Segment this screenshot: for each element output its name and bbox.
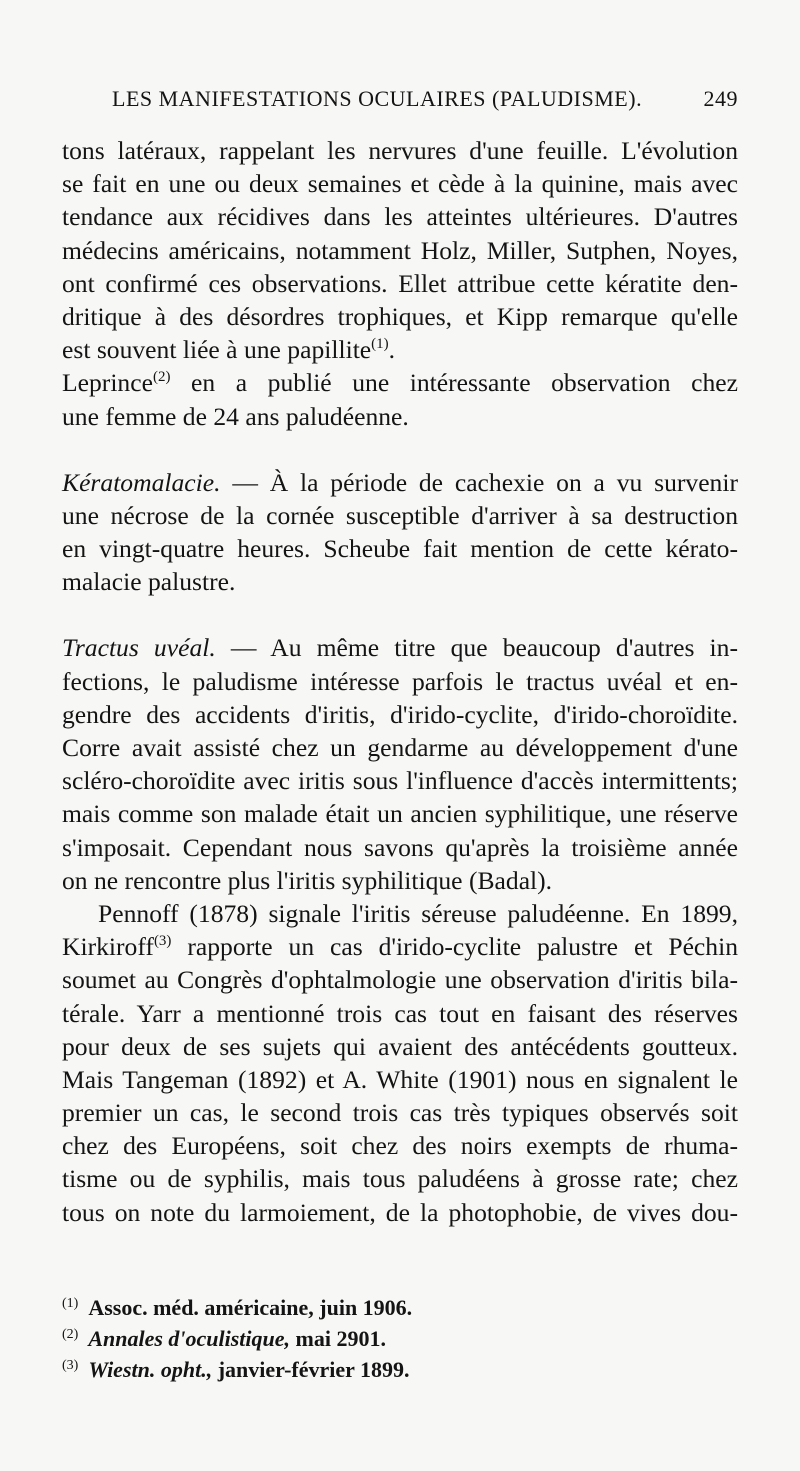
text-line — [62, 366, 738, 399]
section-heading-line — [62, 631, 738, 664]
footnote-text: janvier-février 1899. — [212, 1357, 410, 1382]
running-title: LES MANIFESTATIONS OCULAIRES (PALUDISME). — [112, 86, 643, 111]
text-fragment: en a publié une intéressante observation chez — [170, 368, 738, 398]
text-line: Mais Tangeman (1892) et A. White (1901) nous en signalent le — [62, 1064, 738, 1094]
footnote-reference: (3) — [153, 933, 172, 950]
footnote-text: Assoc. méd. américaine, juin 1906. — [88, 1295, 413, 1320]
text-line: fections, le paludisme intéresse parfois le tractus uvéal et en- — [62, 666, 738, 696]
footnote-mark: (1) — [62, 1296, 79, 1311]
page-number: 249 — [703, 86, 738, 111]
section-title-tractus-uveal: Tractus uvéal. — [62, 633, 216, 663]
section-heading-line — [62, 466, 738, 499]
text-line: tendance aux récidives dans les atteintes ultérieures. D'autres — [62, 202, 738, 232]
text-line: se fait en une ou deux semaines et cède à la quinine, mais avec — [62, 169, 738, 199]
text-line: gendre des accidents d'iritis, d'irido-cyclite, d'irido-choroïdite. — [62, 699, 738, 729]
text-line: térale. Yarr a mentionné trois cas tout en faisant des réserves — [62, 998, 738, 1028]
text-line: une nécrose de la cornée susceptible d'arriver à sa destruction — [62, 500, 738, 530]
text-line: une femme de 24 ans paludéenne. — [62, 401, 409, 431]
text-line: soumet au Congrès d'ophtalmologie une observation d'iritis bila- — [62, 965, 738, 995]
text-line: dritique à des désordres trophiques, et Kipp remarque qu'elle — [62, 301, 738, 331]
text-line: chez des Européens, soit chez des noirs exempts de rhuma- — [62, 1131, 738, 1161]
text-line: pour deux de ses sujets qui avaient des antécédents goutteux. — [62, 1031, 738, 1061]
text-line: premier un cas, le second trois cas très typiques observés soit — [62, 1098, 738, 1128]
footnote — [62, 1288, 738, 1319]
text-fragment: Leprince — [62, 368, 153, 398]
footnote-mark: (2) — [62, 1327, 79, 1342]
footnote-mark: (3) — [62, 1358, 79, 1373]
text-fragment: — À la période de cachexie on a vu survenir — [220, 467, 738, 497]
text-line: s'imposait. Cependant nous savons qu'après la troisième année — [62, 832, 738, 862]
footnote — [62, 1350, 738, 1381]
text-line: scléro-choroïdite avec iritis sous l'influence d'accès intermittents; — [62, 766, 738, 796]
text-line: tous on note du larmoiement, de la photophobie, de vives dou- — [62, 1197, 738, 1227]
footnote — [62, 1319, 738, 1350]
text-fragment: rapporte un cas d'irido-cyclite palustre et Péchin — [171, 932, 738, 962]
text-line — [62, 333, 738, 366]
text-line: en vingt-quatre heures. Scheube fait mention de cette kérato- — [62, 534, 738, 564]
text-line: ont confirmé ces observations. Ellet attribue cette kératite den- — [62, 268, 738, 298]
text-fragment: — Au même titre que beaucoup d'autres in- — [215, 633, 738, 663]
footnote-source-title: Annales d'oculistique, — [88, 1326, 291, 1351]
text-line: tons latéraux, rappelant les nervures d'une feuille. L'évolution — [62, 136, 738, 165]
text-line: tisme ou de syphilis, mais tous paludéens à grosse rate; chez — [62, 1164, 738, 1194]
text-line: Pennoff (1878) signale l'iritis séreuse paludéenne. En 1899, — [98, 898, 738, 928]
text-line: Corre avait assisté chez un gendarme au développement d'une — [62, 733, 738, 762]
text-fragment: Kirkiroff — [62, 932, 154, 962]
footnote-reference: (1) — [371, 336, 389, 353]
footnotes — [62, 1288, 738, 1381]
running-head — [62, 86, 738, 116]
text-fragment: est souvent liée à une papillite — [62, 335, 372, 365]
footnote-text: mai 2901. — [290, 1326, 386, 1351]
footnote-source-title: Wiestn. opht., — [88, 1357, 213, 1382]
text-line — [62, 930, 738, 963]
text-line: mais comme son malade était un ancien syphilitique, une réserve — [62, 799, 738, 829]
footnote-reference: (2) — [152, 369, 171, 386]
text-line: on ne rencontre plus l'iritis syphilitique (Badal). — [62, 865, 553, 895]
text-line: malacie palustre. — [62, 567, 236, 597]
section-title-keratomalacie: Kératomalacie. — [62, 467, 221, 497]
section-gap — [62, 433, 738, 466]
text-fragment: . — [388, 335, 396, 365]
text-line: médecins américains, notamment Holz, Miller, Sutphen, Noyes, — [62, 235, 738, 265]
body-text — [62, 134, 738, 1229]
section-gap — [62, 598, 738, 631]
